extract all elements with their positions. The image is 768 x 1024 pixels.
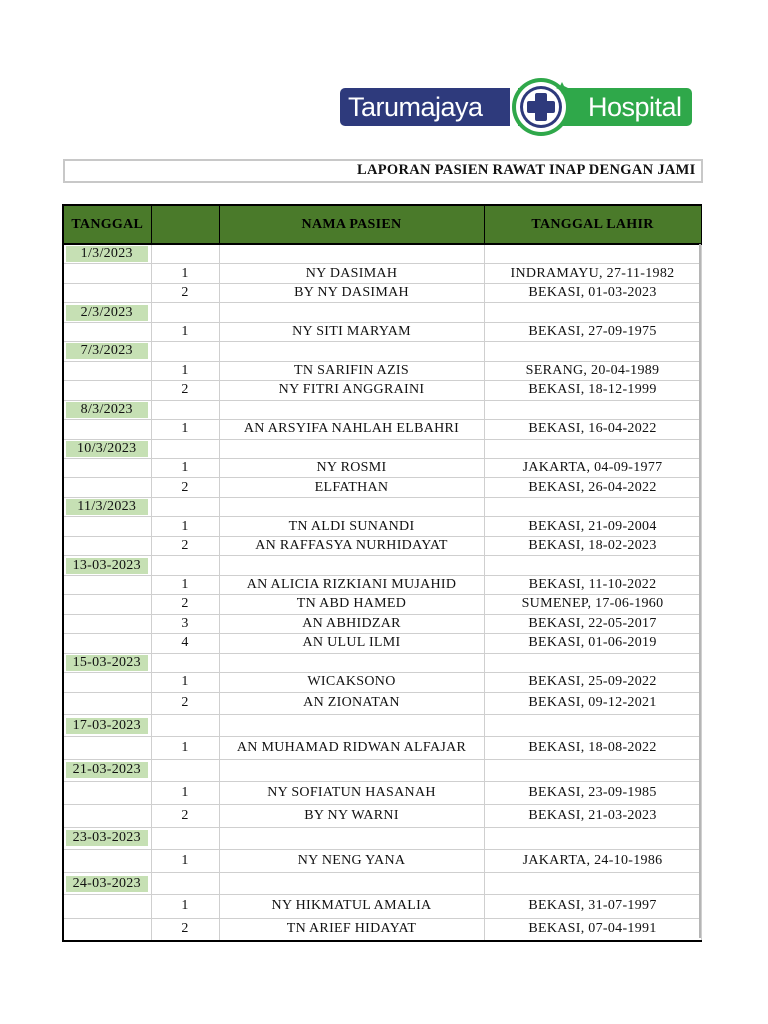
- birth-info: BEKASI, 26-04-2022: [484, 478, 701, 498]
- blank-date-cell: [63, 264, 151, 284]
- date-cell: [63, 827, 151, 849]
- date-row: [63, 244, 701, 264]
- patient-name: BY NY DASIMAH: [219, 283, 484, 303]
- logo-left-label: Tarumajaya: [340, 88, 510, 126]
- table-row: [63, 517, 701, 537]
- row-number: 1: [151, 420, 219, 440]
- table-row: [63, 895, 701, 919]
- row-number: 1: [151, 517, 219, 537]
- table-row: [63, 381, 701, 401]
- birth-info: INDRAMAYU, 27-11-1982: [484, 264, 701, 284]
- birth-info: BEKASI, 18-02-2023: [484, 536, 701, 556]
- empty-cell: [484, 342, 701, 361]
- patient-name: BY NY WARNI: [219, 805, 484, 828]
- patient-name: AN RAFFASYA NURHIDAYAT: [219, 536, 484, 556]
- blank-date-cell: [63, 634, 151, 654]
- date-row: [63, 653, 701, 672]
- blank-date-cell: [63, 737, 151, 760]
- patient-name: NY ROSMI: [219, 458, 484, 478]
- blank-date-cell: [63, 781, 151, 805]
- empty-cell: [219, 827, 484, 849]
- blank-date-cell: [63, 595, 151, 615]
- empty-cell: [151, 400, 219, 419]
- blank-date-cell: [63, 849, 151, 873]
- table-right-edge: [699, 244, 701, 938]
- date-row: [63, 400, 701, 419]
- empty-cell: [151, 342, 219, 361]
- date-cell: [63, 653, 151, 672]
- patient-name: AN ARSYIFA NAHLAH ELBAHRI: [219, 420, 484, 440]
- report-title: LAPORAN PASIEN RAWAT INAP DENGAN JAMI: [357, 162, 696, 178]
- empty-cell: [219, 244, 484, 264]
- row-number: 1: [151, 673, 219, 693]
- patient-name: AN ALICIA RIZKIANI MUJAHID: [219, 575, 484, 595]
- date-row: [63, 439, 701, 458]
- table-row: [63, 595, 701, 615]
- date-row: [63, 497, 701, 516]
- empty-cell: [151, 303, 219, 322]
- empty-cell: [151, 497, 219, 516]
- table-row: [63, 781, 701, 805]
- medical-cross-icon: [506, 76, 576, 138]
- date-label: 15-03-2023: [66, 655, 148, 671]
- row-number: 1: [151, 737, 219, 760]
- table-row: [63, 692, 701, 715]
- blank-date-cell: [63, 895, 151, 919]
- birth-info: BEKASI, 23-09-1985: [484, 781, 701, 805]
- empty-cell: [151, 653, 219, 672]
- blank-date-cell: [63, 614, 151, 634]
- date-cell: [63, 342, 151, 361]
- patient-name: NY SOFIATUN HASANAH: [219, 781, 484, 805]
- row-number: 2: [151, 595, 219, 615]
- empty-cell: [151, 759, 219, 781]
- table-row: [63, 849, 701, 873]
- row-number: 2: [151, 381, 219, 401]
- table-row: [63, 575, 701, 595]
- row-number: 1: [151, 361, 219, 381]
- empty-cell: [484, 244, 701, 264]
- table-row: [63, 458, 701, 478]
- empty-cell: [151, 244, 219, 264]
- hospital-logo: [340, 76, 692, 138]
- date-label: 8/3/2023: [66, 402, 148, 418]
- date-row: [63, 827, 701, 849]
- header-nama-pasien: NAMA PASIEN: [219, 205, 484, 244]
- date-label: 17-03-2023: [66, 718, 148, 734]
- date-cell: [63, 497, 151, 516]
- birth-info: BEKASI, 21-03-2023: [484, 805, 701, 828]
- empty-cell: [219, 439, 484, 458]
- date-cell: [63, 759, 151, 781]
- patient-name: TN SARIFIN AZIS: [219, 361, 484, 381]
- blank-date-cell: [63, 673, 151, 693]
- birth-info: BEKASI, 09-12-2021: [484, 692, 701, 715]
- empty-cell: [219, 400, 484, 419]
- blank-date-cell: [63, 361, 151, 381]
- row-number: 1: [151, 895, 219, 919]
- empty-cell: [151, 439, 219, 458]
- header-tanggal: TANGGAL: [63, 205, 151, 244]
- patient-name: AN ABHIDZAR: [219, 614, 484, 634]
- birth-info: BEKASI, 18-12-1999: [484, 381, 701, 401]
- empty-cell: [484, 556, 701, 575]
- date-row: [63, 759, 701, 781]
- empty-cell: [151, 873, 219, 895]
- date-row: [63, 303, 701, 322]
- birth-info: BEKASI, 07-04-1991: [484, 918, 701, 941]
- logo-right-label: Hospital: [518, 88, 692, 126]
- birth-info: JAKARTA, 24-10-1986: [484, 849, 701, 873]
- row-number: 1: [151, 575, 219, 595]
- birth-info: BEKASI, 22-05-2017: [484, 614, 701, 634]
- birth-info: BEKASI, 01-06-2019: [484, 634, 701, 654]
- empty-cell: [219, 759, 484, 781]
- row-number: 1: [151, 458, 219, 478]
- row-number: 4: [151, 634, 219, 654]
- empty-cell: [151, 556, 219, 575]
- row-number: 2: [151, 692, 219, 715]
- birth-info: BEKASI, 16-04-2022: [484, 420, 701, 440]
- empty-cell: [484, 653, 701, 672]
- row-number: 2: [151, 918, 219, 941]
- date-label: 11/3/2023: [66, 499, 148, 515]
- empty-cell: [484, 873, 701, 895]
- empty-cell: [219, 497, 484, 516]
- row-number: 1: [151, 781, 219, 805]
- date-label: 24-03-2023: [66, 876, 148, 892]
- date-label: 2/3/2023: [66, 305, 148, 321]
- birth-info: SERANG, 20-04-1989: [484, 361, 701, 381]
- row-number: 1: [151, 322, 219, 342]
- empty-cell: [484, 439, 701, 458]
- date-label: 7/3/2023: [66, 343, 148, 359]
- patient-name: NY DASIMAH: [219, 264, 484, 284]
- birth-info: BEKASI, 11-10-2022: [484, 575, 701, 595]
- table-row: [63, 536, 701, 556]
- blank-date-cell: [63, 575, 151, 595]
- empty-cell: [219, 715, 484, 737]
- patient-name: ELFATHAN: [219, 478, 484, 498]
- empty-cell: [484, 759, 701, 781]
- table-row: [63, 918, 701, 941]
- table-row: [63, 737, 701, 760]
- table-row: [63, 673, 701, 693]
- blank-date-cell: [63, 283, 151, 303]
- date-cell: [63, 715, 151, 737]
- row-number: 2: [151, 283, 219, 303]
- header-no: [151, 205, 219, 244]
- date-label: 23-03-2023: [66, 830, 148, 846]
- blank-date-cell: [63, 517, 151, 537]
- patient-name: AN ULUL ILMI: [219, 634, 484, 654]
- patient-name: AN MUHAMAD RIDWAN ALFAJAR: [219, 737, 484, 760]
- date-label: 13-03-2023: [66, 558, 148, 574]
- patient-name: NY SITI MARYAM: [219, 322, 484, 342]
- empty-cell: [219, 873, 484, 895]
- date-label: 10/3/2023: [66, 441, 148, 457]
- date-cell: [63, 873, 151, 895]
- date-cell: [63, 303, 151, 322]
- table-row: [63, 634, 701, 654]
- blank-date-cell: [63, 458, 151, 478]
- date-row: [63, 556, 701, 575]
- patient-name: WICAKSONO: [219, 673, 484, 693]
- table-body: [63, 244, 701, 941]
- patient-name: TN ABD HAMED: [219, 595, 484, 615]
- table-row: [63, 478, 701, 498]
- table-row: [63, 420, 701, 440]
- blank-date-cell: [63, 918, 151, 941]
- date-label: 21-03-2023: [66, 762, 148, 778]
- birth-info: BEKASI, 25-09-2022: [484, 673, 701, 693]
- empty-cell: [484, 497, 701, 516]
- birth-info: BEKASI, 31-07-1997: [484, 895, 701, 919]
- table-row: [63, 614, 701, 634]
- patient-name: TN ALDI SUNANDI: [219, 517, 484, 537]
- patient-table: [62, 204, 702, 942]
- patient-name: NY FITRI ANGGRAINI: [219, 381, 484, 401]
- row-number: 3: [151, 614, 219, 634]
- empty-cell: [219, 303, 484, 322]
- blank-date-cell: [63, 805, 151, 828]
- date-cell: [63, 556, 151, 575]
- empty-cell: [151, 715, 219, 737]
- row-number: 1: [151, 264, 219, 284]
- birth-info: BEKASI, 18-08-2022: [484, 737, 701, 760]
- table-row: [63, 805, 701, 828]
- table-row: [63, 264, 701, 284]
- table-header-row: [63, 205, 701, 244]
- blank-date-cell: [63, 692, 151, 715]
- row-number: 2: [151, 478, 219, 498]
- date-row: [63, 873, 701, 895]
- date-row: [63, 342, 701, 361]
- date-label: 1/3/2023: [66, 246, 148, 262]
- blank-date-cell: [63, 381, 151, 401]
- date-cell: [63, 400, 151, 419]
- birth-info: SUMENEP, 17-06-1960: [484, 595, 701, 615]
- empty-cell: [484, 303, 701, 322]
- empty-cell: [484, 400, 701, 419]
- blank-date-cell: [63, 478, 151, 498]
- blank-date-cell: [63, 322, 151, 342]
- row-number: 2: [151, 536, 219, 556]
- patient-name: AN ZIONATAN: [219, 692, 484, 715]
- patient-name: NY NENG YANA: [219, 849, 484, 873]
- table-row: [63, 361, 701, 381]
- empty-cell: [484, 827, 701, 849]
- empty-cell: [219, 556, 484, 575]
- patient-name: NY HIKMATUL AMALIA: [219, 895, 484, 919]
- birth-info: BEKASI, 21-09-2004: [484, 517, 701, 537]
- blank-date-cell: [63, 536, 151, 556]
- row-number: 2: [151, 805, 219, 828]
- table-row: [63, 322, 701, 342]
- empty-cell: [219, 653, 484, 672]
- empty-cell: [219, 342, 484, 361]
- blank-date-cell: [63, 420, 151, 440]
- empty-cell: [484, 715, 701, 737]
- date-cell: [63, 244, 151, 264]
- date-row: [63, 715, 701, 737]
- date-cell: [63, 439, 151, 458]
- table-row: [63, 283, 701, 303]
- row-number: 1: [151, 849, 219, 873]
- birth-info: BEKASI, 01-03-2023: [484, 283, 701, 303]
- empty-cell: [151, 827, 219, 849]
- report-title-box: [63, 159, 703, 183]
- birth-info: JAKARTA, 04-09-1977: [484, 458, 701, 478]
- patient-name: TN ARIEF HIDAYAT: [219, 918, 484, 941]
- header-tanggal-lahir: TANGGAL LAHIR: [484, 205, 701, 244]
- birth-info: BEKASI, 27-09-1975: [484, 322, 701, 342]
